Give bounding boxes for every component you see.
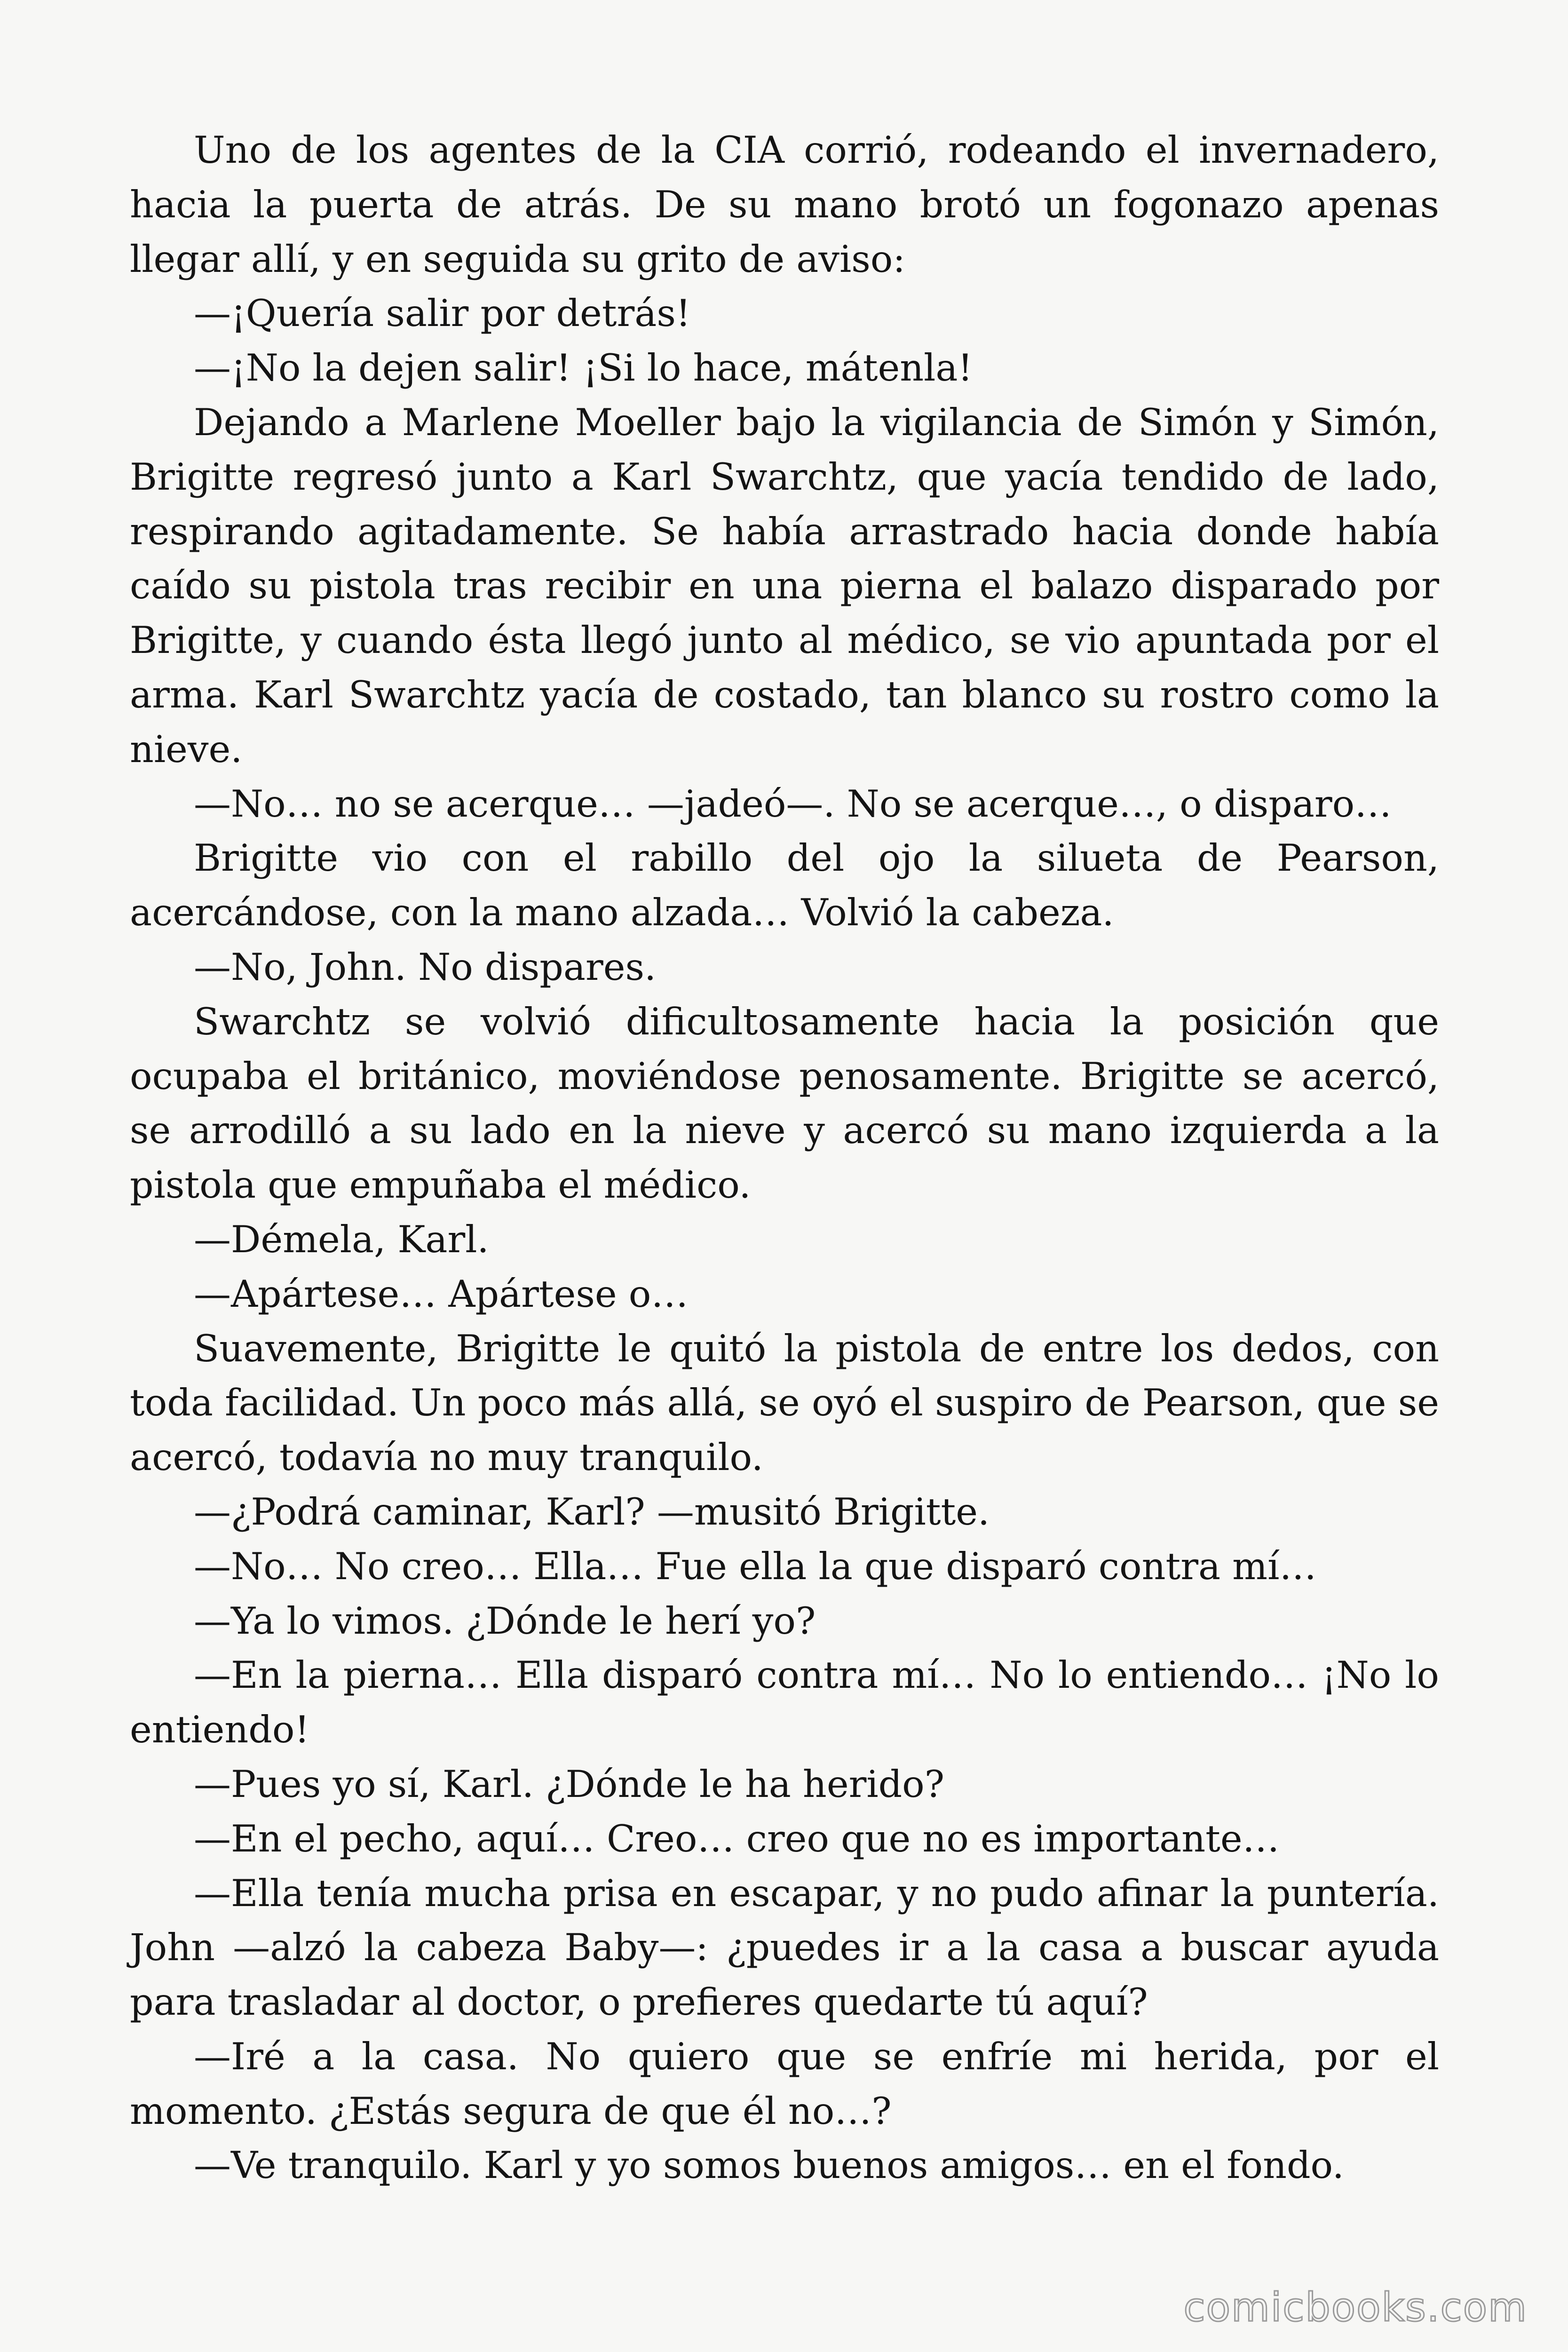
paragraph: Suavemente, Brigitte le quitó la pistola de entre los dedos, con toda facilidad. Un poco más allá, se oyó el suspiro de Pearson, que se acercó, todavía no muy tranquilo. — [130, 1327, 1439, 1479]
paragraph: —En el pecho, aquí… Creo… creo que no es importante… — [194, 1817, 1280, 1860]
paragraph: —Ella tenía mucha prisa en escapar, y no pudo afinar la puntería. John —alzó la cabeza Baby—: ¿puedes ir a la casa a buscar ayuda para trasladar al doctor, o prefieres quedarte tú aquí? — [130, 1871, 1439, 2024]
paragraph: Brigitte vio con el rabillo del ojo la silueta de Pearson, acercándose, con la mano alzada… Volvió la cabeza. — [130, 836, 1439, 935]
paragraph: —¡No la dejen salir! ¡Si lo hace, mátenla! — [194, 346, 973, 390]
watermark: comicbooks.com — [1183, 2284, 1528, 2330]
paragraph: —Démela, Karl. — [194, 1217, 489, 1261]
paragraph: Uno de los agentes de la CIA corrió, rodeando el invernadero, hacia la puerta de atrás. De su mano brotó un fogonazo apenas llegar allí, y en seguida su grito de aviso: — [130, 128, 1439, 281]
paragraph: —¡Quería salir por detrás! — [194, 292, 691, 335]
paragraph: —Pues yo sí, Karl. ¿Dónde le ha herido? — [194, 1762, 945, 1806]
paragraph: Swarchtz se volvió dificultosamente hacia la posición que ocupaba el británico, moviéndose penosamente. Brigitte se acercó, se arrodilló a su lado en la nieve y acercó su mano izquierda a la pistola que empuñaba el médico. — [130, 1000, 1439, 1207]
paragraph: Dejando a Marlene Moeller bajo la vigilancia de Simón y Simón, Brigitte regresó junto a Karl Swarchtz, que yacía tendido de lado, respirando agitadamente. Se había arrastrado hacia donde había caído su pistola tras recibir en una pierna el balazo disparado por Brigitte, y cuando ésta llegó junto al médico, se vio apuntada por el arma. Karl Swarchtz yacía de costado, tan blanco su rostro como la nieve. — [130, 400, 1439, 771]
paragraph: —No, John. No dispares. — [194, 945, 657, 989]
paragraph: —No… No creo… Ella… Fue ella la que disparó contra mí… — [194, 1544, 1317, 1588]
page-body — [130, 123, 1439, 2193]
paragraph: —No… no se acerque… —jadeó—. No se acerque…, o disparo… — [194, 782, 1392, 826]
paragraph: —Apártese… Apártese o… — [194, 1272, 689, 1316]
paragraph: —¿Podrá caminar, Karl? —musitó Brigitte. — [194, 1490, 990, 1534]
paragraph: —Ve tranquilo. Karl y yo somos buenos amigos… en el fondo. — [194, 2144, 1344, 2187]
paragraph: —Iré a la casa. No quiero que se enfríe mi herida, por el momento. ¿Estás segura de que él no…? — [130, 2034, 1439, 2133]
paragraph: —En la pierna… Ella disparó contra mí… No lo entiendo… ¡No lo entiendo! — [130, 1653, 1439, 1752]
paragraph: —Ya lo vimos. ¿Dónde le herí yo? — [194, 1599, 816, 1643]
